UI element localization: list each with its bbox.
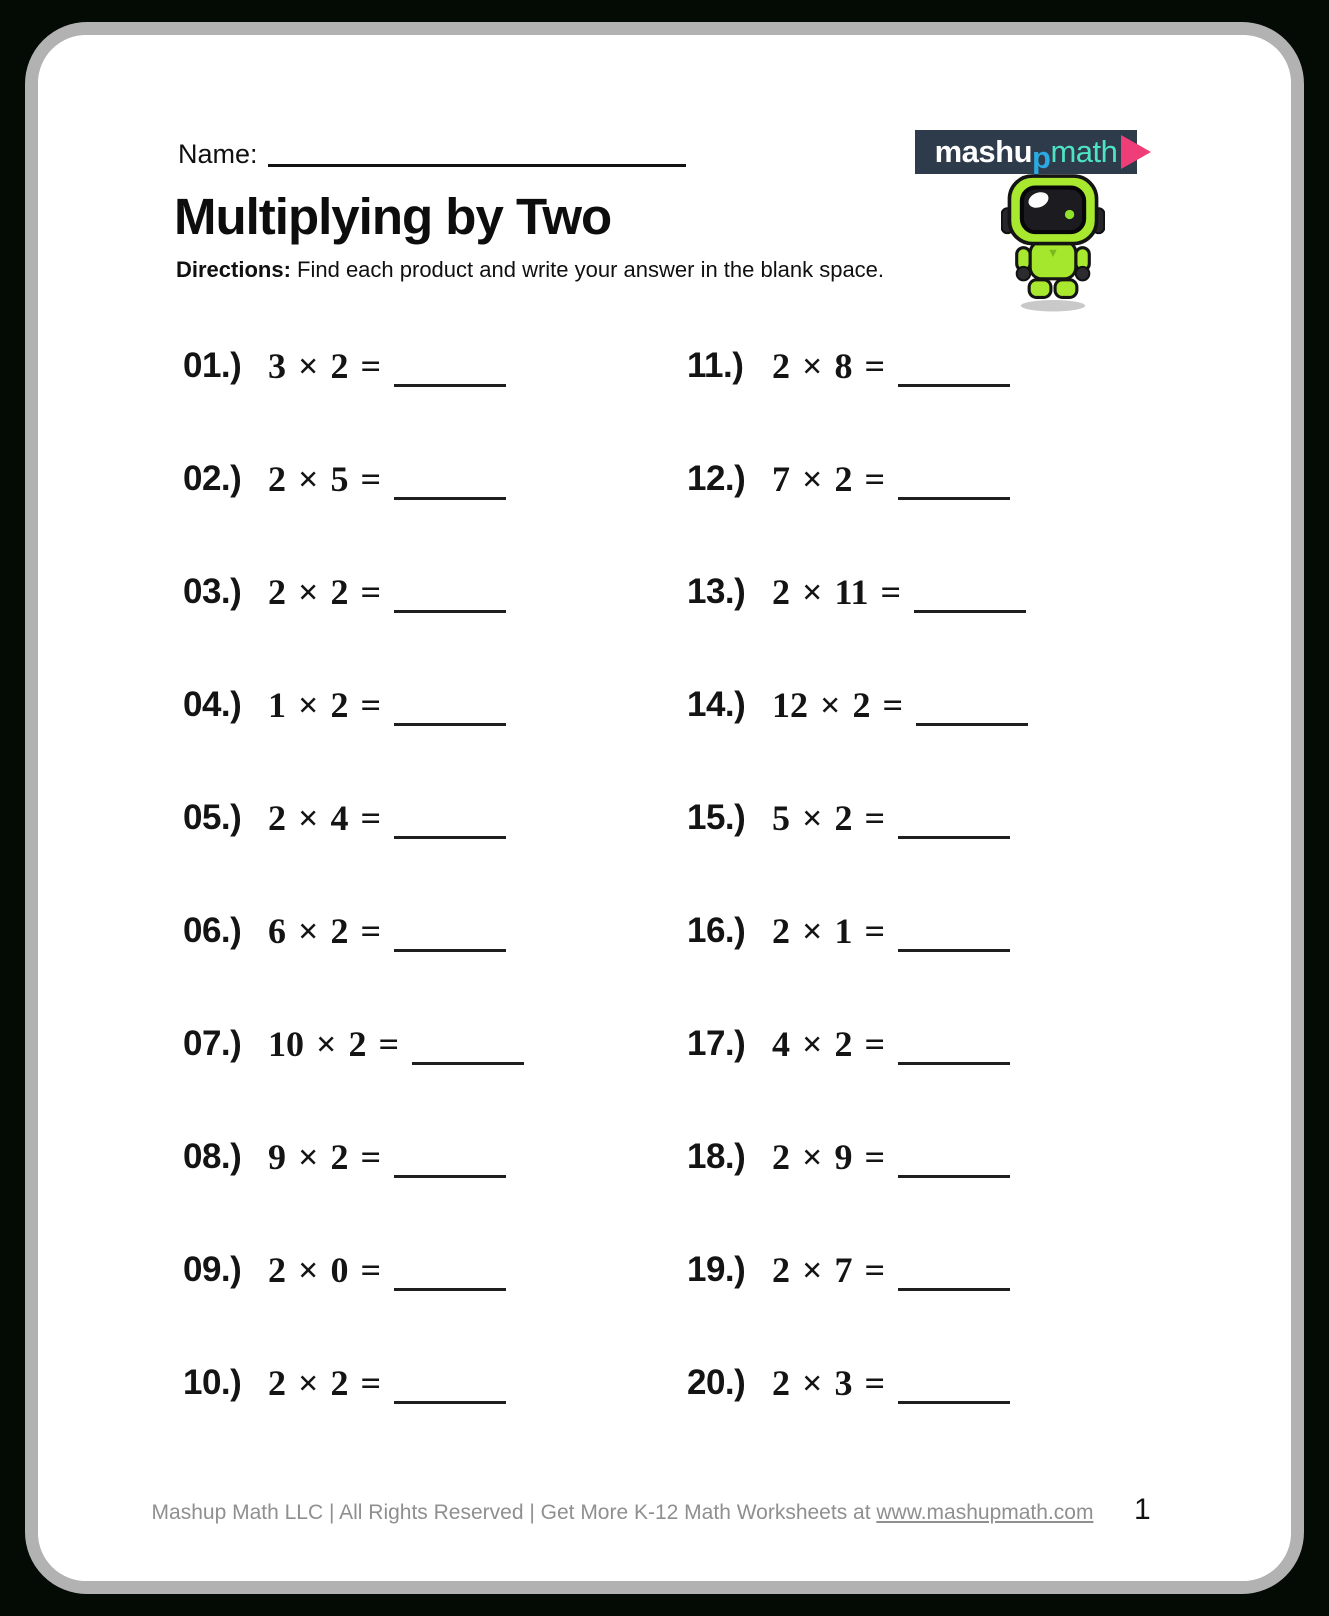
problem-expression: 10 × 2 = [268,1023,400,1064]
answer-blank [898,360,1010,387]
problem-expression: 3 × 2 = [268,345,382,386]
robot-mascot-icon [1001,173,1105,313]
name-label: Name: [178,139,258,169]
problem-row [687,535,1028,648]
answer-blank [394,1264,506,1291]
problem-expression: 2 × 5 = [268,458,382,499]
problem-number: 05.) [183,797,242,837]
name-row [178,139,686,170]
answer-blank [898,1377,1010,1404]
problem-number: 14.) [687,684,746,724]
problem-number: 07.) [183,1023,242,1063]
logo-text-mashu: mashu [934,134,1033,169]
problem-row [183,1100,524,1213]
directions-label: Directions: [176,257,291,282]
problem-number: 01.) [183,345,242,385]
problem-row [183,761,524,874]
answer-blank [394,925,506,952]
problem-number: 17.) [687,1023,746,1063]
problem-row [183,309,524,422]
problem-row [687,422,1028,535]
answer-blank [394,1151,506,1178]
problem-number: 11.) [687,345,744,385]
problem-number: 13.) [687,571,746,611]
page-title: Multiplying by Two [174,188,612,245]
problem-expression: 2 × 2 = [268,1362,382,1403]
answer-blank [394,1377,506,1404]
problem-row [687,648,1028,761]
problem-expression: 2 × 11 = [772,571,902,612]
problem-row [687,987,1028,1100]
worksheet-frame [25,22,1304,1594]
problem-expression: 2 × 7 = [772,1249,886,1290]
answer-blank [898,812,1010,839]
answer-blank [394,699,506,726]
problem-row [183,987,524,1100]
problem-row [687,874,1028,987]
problem-expression: 2 × 4 = [268,797,382,838]
problem-number: 04.) [183,684,242,724]
problem-expression: 5 × 2 = [772,797,886,838]
problem-row [183,422,524,535]
problem-number: 20.) [687,1362,746,1402]
answer-blank [898,1038,1010,1065]
problems-column-right [687,309,1028,1439]
problem-row [687,1213,1028,1326]
problems-column-left [183,309,524,1439]
problem-number: 12.) [687,458,746,498]
footer-link[interactable]: www.mashupmath.com [876,1501,1094,1524]
problem-row [687,309,1028,422]
footer [38,1501,1291,1525]
answer-blank [914,586,1026,613]
answer-blank [394,360,506,387]
problem-expression: 2 × 8 = [772,345,886,386]
problem-expression: 1 × 2 = [268,684,382,725]
answer-blank [898,925,1010,952]
answer-blank [412,1038,524,1065]
problem-expression: 2 × 3 = [772,1362,886,1403]
problem-expression: 12 × 2 = [772,684,904,725]
directions [176,257,884,283]
problem-expression: 7 × 2 = [772,458,886,499]
answer-blank [898,1264,1010,1291]
problem-number: 06.) [183,910,242,950]
answer-blank [394,812,506,839]
mashupmath-logo [915,130,1137,174]
problem-number: 09.) [183,1249,242,1289]
problem-row [687,1326,1028,1439]
problem-expression: 2 × 2 = [268,571,382,612]
problem-number: 15.) [687,797,746,837]
answer-blank [898,1151,1010,1178]
problem-expression: 2 × 9 = [772,1136,886,1177]
answer-blank [916,699,1028,726]
directions-text: Find each product and write your answer in the blank space. [290,257,885,282]
problem-number: 18.) [687,1136,746,1176]
problem-number: 19.) [687,1249,746,1289]
problem-row [687,1100,1028,1213]
problem-row [183,874,524,987]
problem-expression: 4 × 2 = [772,1023,886,1064]
problem-row [183,1326,524,1439]
problem-number: 08.) [183,1136,242,1176]
play-triangle-icon [1121,135,1151,169]
answer-blank [394,586,506,613]
problem-expression: 2 × 1 = [772,910,886,951]
problem-row [183,1213,524,1326]
worksheet-page [38,35,1291,1581]
problem-expression: 6 × 2 = [268,910,382,951]
logo-text-math: math [1050,134,1118,169]
problem-row [183,648,524,761]
logo-text-p: p [1032,140,1051,175]
footer-text: Mashup Math LLC | All Rights Reserved | Get More K-12 Math Worksheets at [151,1501,877,1524]
problem-number: 16.) [687,910,746,950]
problem-row [183,535,524,648]
problem-number: 03.) [183,571,242,611]
problem-number: 02.) [183,458,242,498]
answer-blank [898,473,1010,500]
problem-expression: 9 × 2 = [268,1136,382,1177]
name-blank-line [268,164,686,167]
answer-blank [394,473,506,500]
problem-number: 10.) [183,1362,242,1402]
page-number: 1 [1134,1493,1151,1526]
problem-row [687,761,1028,874]
problem-expression: 2 × 0 = [268,1249,382,1290]
